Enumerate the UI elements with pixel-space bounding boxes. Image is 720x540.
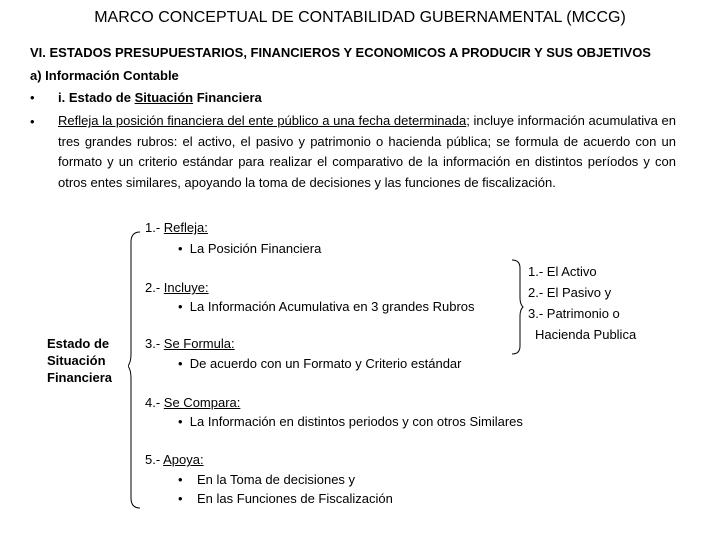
sub-item-text: En las Funciones de Fiscalización — [197, 491, 393, 506]
bullet-estado-situacion — [58, 88, 676, 109]
sub-item-text: La Información en distintos periodos y con otros Similares — [189, 414, 523, 429]
rubro-item: 2.- El Pasivo y — [528, 285, 612, 300]
bullet-description — [58, 111, 676, 193]
bullet-marker: • — [178, 241, 183, 256]
sub-item — [178, 414, 523, 429]
sub-item — [178, 241, 321, 256]
bullet-prefix: i. Estado de — [58, 90, 135, 105]
description-rest: ; incluye información acumulativa en tres grandes rubros: el activo, el pasivo y patrimonio o hacienda pública; se formula de acuerdo con un formato y un criterio estándar para realizar el comparativo de la información en distintos períodos y con otros entes similares, apoyando la toma de decisiones y las funciones de fiscalización. — [58, 113, 676, 190]
description-underlined: Refleja la posición financiera del ente público a una fecha determinada — [58, 113, 467, 128]
item-refleja — [145, 220, 208, 235]
section-heading: VI. ESTADOS PRESUPUESTARIOS, FINANCIEROS Y ECONOMICOS A PRODUCIR Y SUS OBJETIVOS — [30, 45, 651, 60]
page-title: MARCO CONCEPTUAL DE CONTABILIDAD GUBERNAMENTAL (MCCG) — [94, 9, 626, 26]
item-apoya — [145, 452, 204, 467]
subheading: a) Información Contable — [30, 68, 179, 83]
item-label: Se Formula: — [163, 336, 235, 351]
item-label: Se Compara: — [163, 395, 241, 410]
item-number: 4.- — [145, 395, 164, 410]
bullet-marker: • — [30, 90, 35, 105]
sub-item-text: La Posición Financiera — [189, 241, 322, 256]
sub-item — [178, 299, 475, 314]
side-label — [47, 335, 112, 386]
sub-item-text: De acuerdo con un Formato y Criterio estándar — [189, 356, 462, 371]
item-number: 1.- — [145, 220, 164, 235]
bullet-marker: • — [178, 491, 183, 506]
rubro-item: 3.- Patrimonio o — [528, 306, 620, 321]
item-se-formula — [145, 336, 235, 351]
item-number: 2.- — [145, 280, 164, 295]
sub-item — [178, 356, 461, 371]
side-label-line: Financiera — [47, 370, 113, 385]
bullet-marker: • — [30, 114, 35, 129]
bullet-marker: • — [178, 356, 183, 371]
item-label: Apoya: — [163, 452, 204, 467]
bullet-marker: • — [178, 414, 183, 429]
right-brace-icon — [510, 258, 524, 356]
side-label-line: Situación — [47, 353, 106, 368]
rubro-item: Hacienda Publica — [535, 327, 637, 342]
sub-item-text: En la Toma de decisiones y — [197, 472, 356, 487]
item-label: Incluye: — [163, 280, 209, 295]
item-se-compara — [145, 395, 240, 410]
sub-item — [178, 491, 393, 506]
bullet-marker: • — [178, 299, 183, 314]
rubros-list — [528, 261, 636, 345]
sub-item-text: La Información Acumulativa en 3 grandes Rubros — [189, 299, 475, 314]
bullet-marker: • — [178, 472, 183, 487]
side-label-line: Estado de — [47, 336, 110, 351]
item-incluye — [145, 280, 209, 295]
bullet-underlined: Situación — [134, 90, 194, 105]
left-brace-icon — [128, 230, 142, 510]
item-number: 3.- — [145, 336, 164, 351]
item-label: Refleja: — [163, 220, 208, 235]
sub-item — [178, 472, 355, 487]
rubro-item: 1.- El Activo — [528, 264, 597, 279]
bullet-suffix: Financiera — [193, 90, 262, 105]
item-number: 5.- — [145, 452, 164, 467]
